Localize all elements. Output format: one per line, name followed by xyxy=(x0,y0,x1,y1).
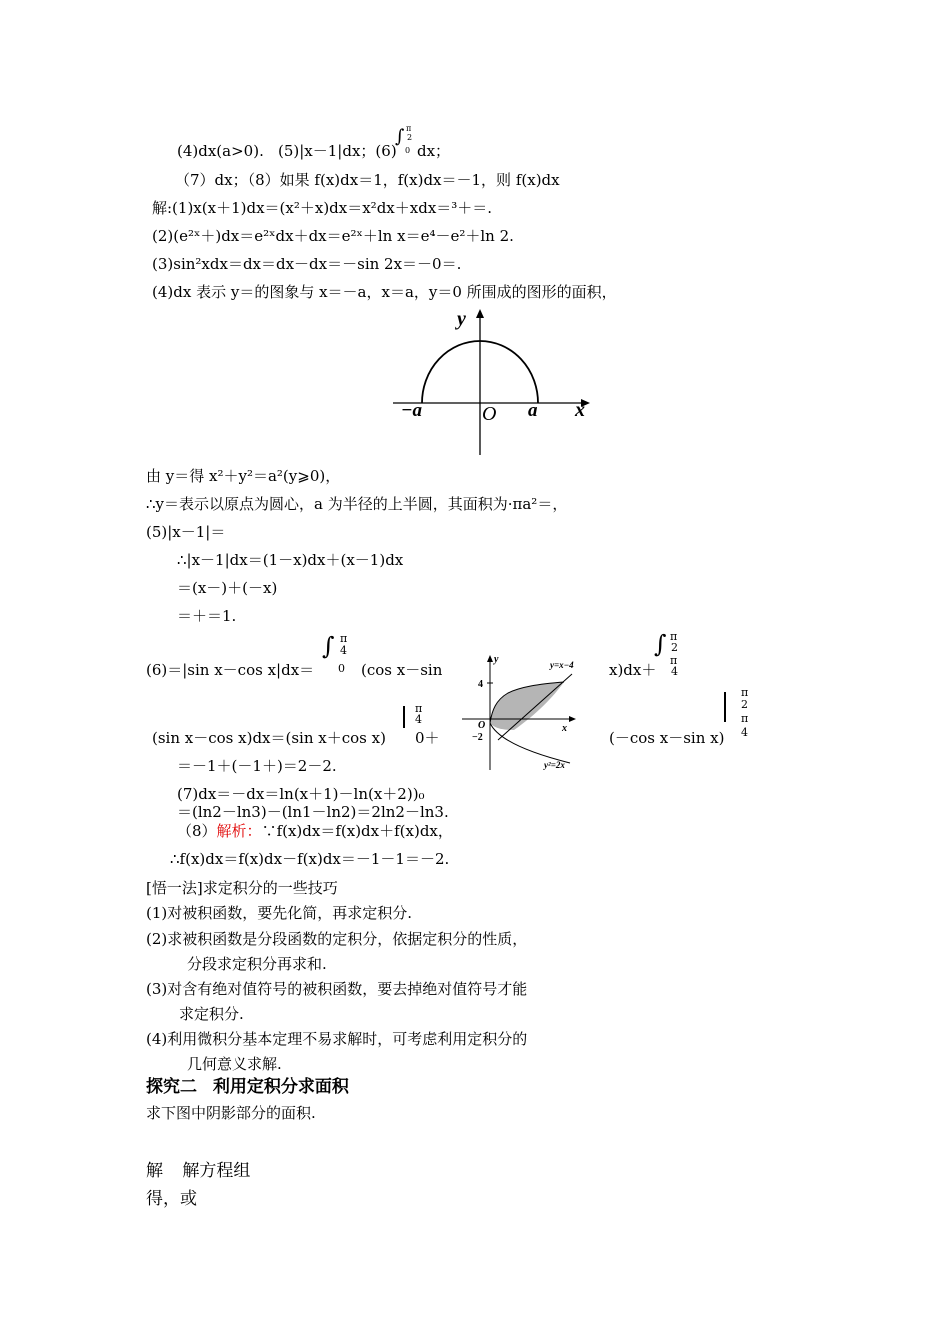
lower-limit-den: 4 xyxy=(741,726,748,739)
neg-a-label: −a xyxy=(401,400,423,421)
item-8-number: （8） xyxy=(177,822,217,840)
text-line: 解 解方程组 xyxy=(146,1161,251,1181)
text-line: 解:(1)x(x＋1)dx＝(x²＋x)dx＝x²dx＋xdx＝³＋＝. xyxy=(152,199,493,217)
upper-limit-den: 4 xyxy=(415,713,422,726)
integral-sign: ∫ xyxy=(395,126,405,147)
text-line: ＝(ln2－ln3)－(ln1－ln2)＝2ln2－ln3. xyxy=(177,803,449,821)
text-line: (3)对含有绝对值符号的被积函数，要去掉绝对值符号才能 xyxy=(146,980,528,998)
section-title: 探究二 利用定积分求面积 xyxy=(146,1077,349,1097)
line-label: y=x−4 xyxy=(550,660,574,670)
lower-limit: 0 xyxy=(405,146,411,155)
upper-limit: π xyxy=(415,702,423,715)
y-axis-arrow xyxy=(476,309,484,318)
text-line: (4)dx(a>0). xyxy=(177,142,264,160)
integral-sign: ∫ xyxy=(654,630,667,658)
text-line: ＝(x－)＋(－x) xyxy=(177,579,278,597)
integral-limits xyxy=(654,630,684,678)
y-axis-label: y xyxy=(494,654,499,665)
text-line: (cos x－sin xyxy=(361,661,443,679)
origin-label: O xyxy=(482,403,497,425)
pos-a-label: a xyxy=(528,400,538,421)
lower-limit-den: 4 xyxy=(671,665,678,678)
text-line: 求下图中阴影部分的面积. xyxy=(146,1104,316,1122)
semicircle-figure xyxy=(385,305,600,460)
text-line: (2)(e²ˣ＋)dx＝e²ˣdx＋dx＝e²ˣ＋ln x＝e⁴－e²＋ln 2. xyxy=(152,227,514,245)
eval-bar-line xyxy=(403,706,405,728)
parabola-line-figure xyxy=(458,650,590,772)
origin-label: O xyxy=(478,720,486,731)
upper-limit-den: 2 xyxy=(741,698,748,711)
text-line: (7)dx＝－dx＝ln(x＋1)－ln(x＋2))₀ xyxy=(177,785,425,803)
text-line: (4)利用微积分基本定理不易求解时，可考虑利用定积分的 xyxy=(146,1030,528,1048)
text-line: 分段求定积分再求和. xyxy=(187,955,327,973)
lower-limit: π xyxy=(741,712,749,725)
y-axis-arrow xyxy=(487,655,493,662)
text-line: 0＋ xyxy=(415,729,440,747)
x-axis-label: x xyxy=(562,723,567,734)
upper-limit: π xyxy=(406,124,412,133)
upper-limit: π xyxy=(670,630,678,643)
upper-limit-den: 2 xyxy=(407,133,413,142)
text-line: ∴|x－1|dx＝(1－x)dx＋(x－1)dx xyxy=(177,551,404,569)
text-line: (6)＝|sin x－cos x|dx＝ xyxy=(146,661,315,679)
item-8-text: ∵f(x)dx＝f(x)dx＋f(x)dx， xyxy=(261,822,453,840)
x-axis-label: x xyxy=(575,399,585,421)
section-heading: [悟一法]求定积分的一些技巧 xyxy=(146,879,338,897)
text-line: （7）dx；（8）如果 f(x)dx＝1，f(x)dx＝－1，则 f(x)dx xyxy=(175,171,560,189)
integral-limits xyxy=(395,124,417,158)
text-line: ＝＋＝1. xyxy=(177,607,237,625)
parabola-label: y²=2x xyxy=(544,760,565,770)
text-line: 求定积分. xyxy=(179,1005,244,1023)
upper-limit: π xyxy=(741,686,749,699)
eval-bar-line xyxy=(724,692,726,722)
text-line: ＝－1＋(－1＋)＝2－2. xyxy=(177,757,337,775)
evaluation-bar xyxy=(724,686,754,746)
x-axis-arrow xyxy=(569,716,576,722)
upper-limit-den: 2 xyxy=(671,641,678,654)
text-line: (3)sin²xdx＝dx＝dx－dx＝－sin 2x＝－0＝. xyxy=(152,255,462,273)
text-line: (5)|x－1|＝ xyxy=(146,523,226,541)
text-line: dx； xyxy=(417,142,451,160)
text-line: ∴y＝表示以原点为圆心，a 为半径的上半圆，其面积为·πa²＝， xyxy=(146,495,568,513)
integral-sign: ∫ xyxy=(322,632,335,660)
integral-limits xyxy=(322,632,350,678)
analysis-label: 解析： xyxy=(216,822,262,840)
text-line: 由 y＝得 x²＋y²＝a²(y⩾0)， xyxy=(146,467,341,485)
y-axis-label: y xyxy=(457,308,466,330)
upper-limit-den: 4 xyxy=(340,644,347,657)
upper-limit: π xyxy=(340,632,348,645)
text-line: 几何意义求解. xyxy=(187,1055,282,1073)
text-line: (－cos x－sin x) xyxy=(609,729,725,747)
lower-limit: π xyxy=(670,654,678,667)
lower-limit: 0 xyxy=(338,662,345,675)
text-line xyxy=(177,821,453,841)
text-line: (2)求被积函数是分段函数的定积分，依据定积分的性质， xyxy=(146,930,528,948)
text-line: (1)对被积函数，要先化简，再求定积分. xyxy=(146,904,413,922)
tick-neg2-label: −2 xyxy=(472,732,483,743)
text-line: (4)dx 表示 y＝的图象与 x＝－a，x＝a，y＝0 所围成的图形的面积， xyxy=(152,283,617,301)
text-line: 得，或 xyxy=(146,1189,197,1209)
text-line: ∴f(x)dx＝f(x)dx－f(x)dx＝－1－1＝－2. xyxy=(170,850,450,868)
shaded-region xyxy=(490,682,564,730)
text-line: (sin x－cos x)dx＝(sin x＋cos x) xyxy=(152,729,386,747)
tick-4-label: 4 xyxy=(478,679,483,690)
text-line: (5)|x－1|dx；(6) xyxy=(278,142,397,160)
text-line: x)dx＋ xyxy=(609,661,657,679)
